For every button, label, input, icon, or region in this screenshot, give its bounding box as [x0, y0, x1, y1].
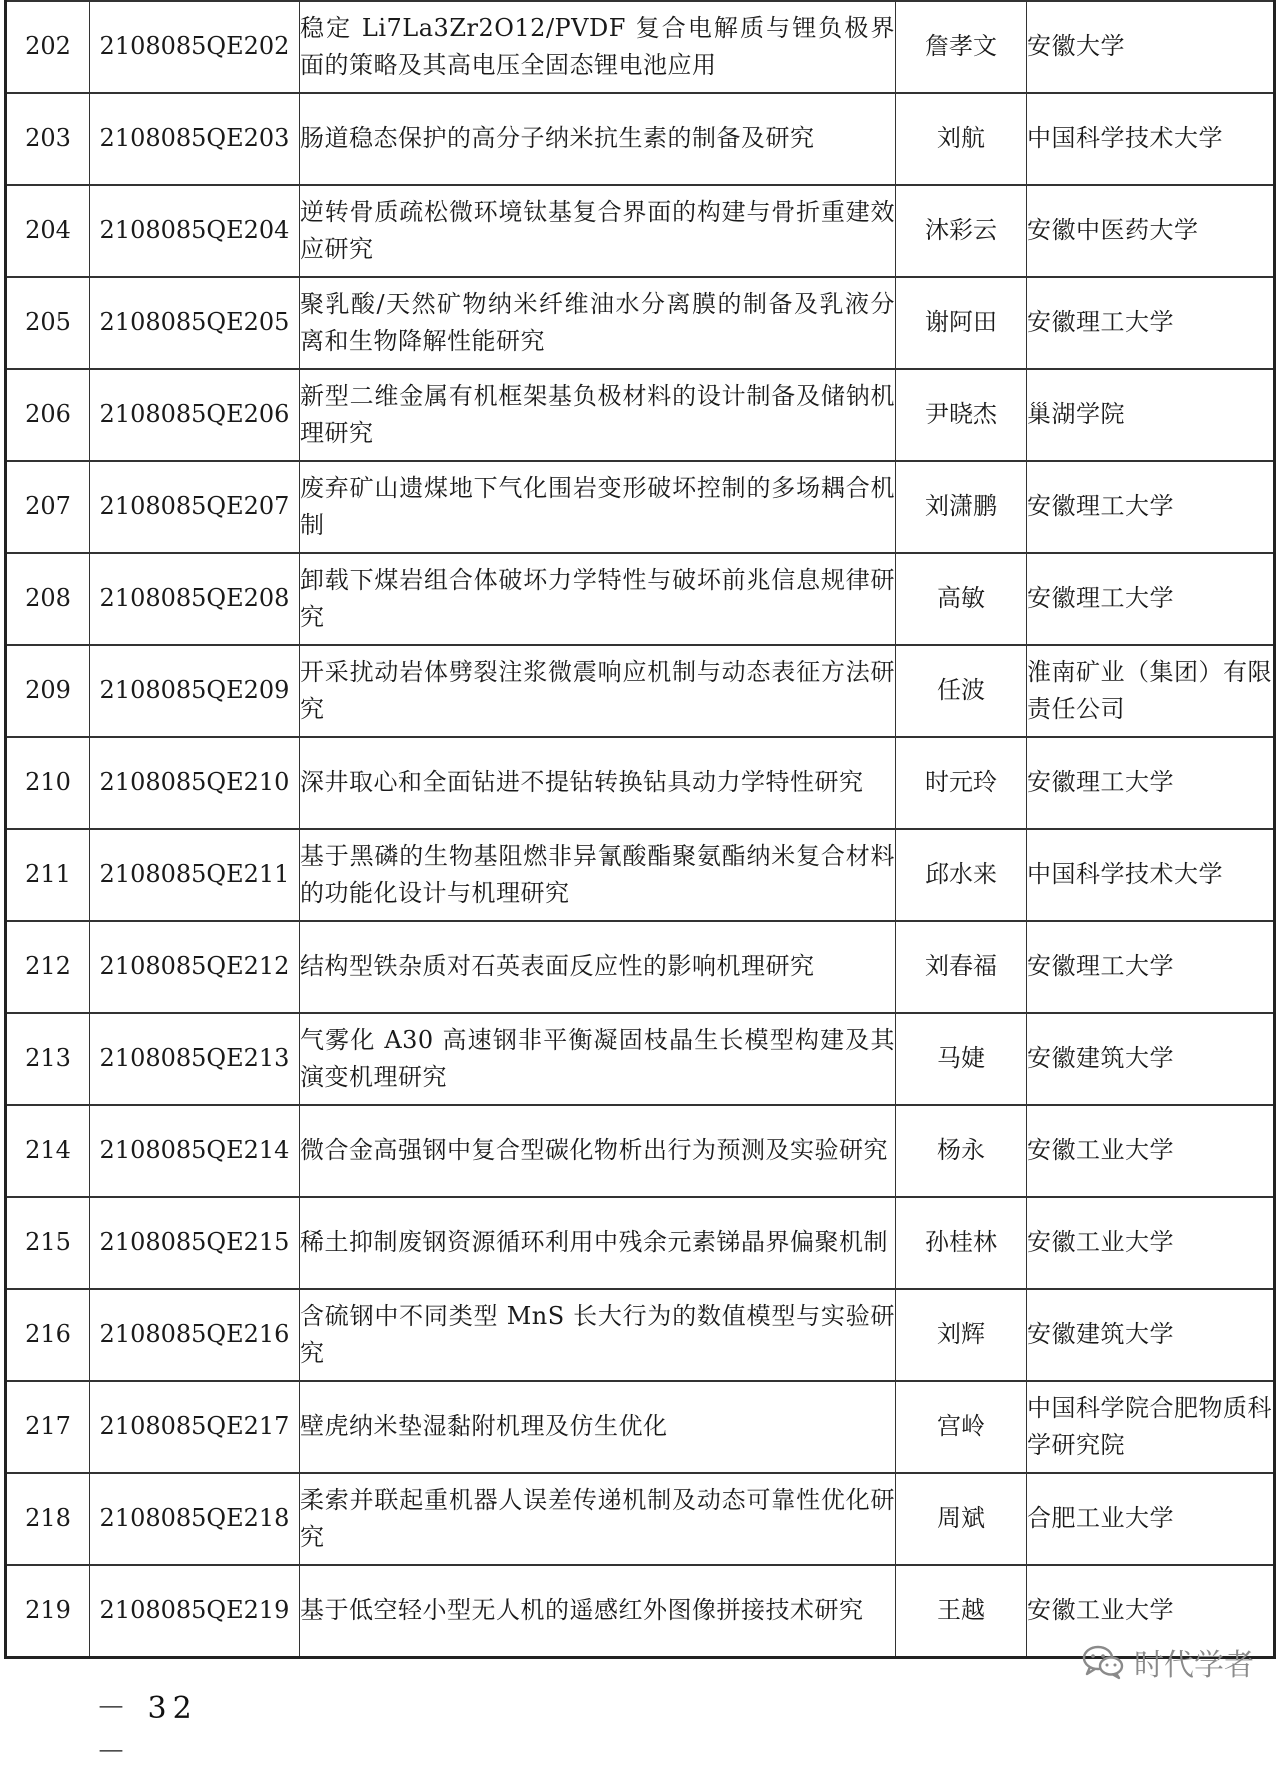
institution: 安徽工业大学 [1027, 1197, 1275, 1289]
project-id: 2108085QE219 [90, 1565, 300, 1658]
table-row [6, 553, 1275, 645]
project-title: 壁虎纳米垫湿黏附机理及仿生优化 [300, 1381, 896, 1473]
project-id: 2108085QE212 [90, 921, 300, 1013]
row-number: 206 [6, 369, 90, 461]
project-title: 含硫钢中不同类型 MnS 长大行为的数值模型与实验研究 [300, 1289, 896, 1381]
project-id: 2108085QE205 [90, 277, 300, 369]
table-row [6, 921, 1275, 1013]
table-row [6, 1289, 1275, 1381]
project-id: 2108085QE215 [90, 1197, 300, 1289]
project-title: 柔索并联起重机器人误差传递机制及动态可靠性优化研究 [300, 1473, 896, 1565]
row-number: 212 [6, 921, 90, 1013]
institution: 安徽工业大学 [1027, 1565, 1275, 1658]
project-title: 废弃矿山遗煤地下气化围岩变形破坏控制的多场耦合机制 [300, 461, 896, 553]
watermark [1082, 1642, 1254, 1682]
project-id: 2108085QE208 [90, 553, 300, 645]
project-id: 2108085QE203 [90, 93, 300, 185]
row-number: 207 [6, 461, 90, 553]
institution: 合肥工业大学 [1027, 1473, 1275, 1565]
project-title: 微合金高强钢中复合型碳化物析出行为预测及实验研究 [300, 1105, 896, 1197]
principal-investigator: 宫岭 [896, 1381, 1027, 1473]
principal-investigator: 任波 [896, 645, 1027, 737]
institution: 安徽工业大学 [1027, 1105, 1275, 1197]
project-id: 2108085QE209 [90, 645, 300, 737]
project-title: 稀土抑制废钢资源循环利用中残余元素锑晶界偏聚机制 [300, 1197, 896, 1289]
wechat-icon [1082, 1644, 1124, 1680]
principal-investigator: 刘潇鹏 [896, 461, 1027, 553]
table-row [6, 1013, 1275, 1105]
institution: 中国科学技术大学 [1027, 829, 1275, 921]
project-title: 基于黑磷的生物基阻燃非异氰酸酯聚氨酯纳米复合材料的功能化设计与机理研究 [300, 829, 896, 921]
project-id: 2108085QE206 [90, 369, 300, 461]
table-row [6, 1105, 1275, 1197]
principal-investigator: 杨永 [896, 1105, 1027, 1197]
row-number: 210 [6, 737, 90, 829]
principal-investigator: 詹孝文 [896, 1, 1027, 93]
row-number: 205 [6, 277, 90, 369]
principal-investigator: 刘航 [896, 93, 1027, 185]
principal-investigator: 谢阿田 [896, 277, 1027, 369]
institution: 安徽理工大学 [1027, 553, 1275, 645]
institution: 巢湖学院 [1027, 369, 1275, 461]
project-id: 2108085QE217 [90, 1381, 300, 1473]
project-id: 2108085QE216 [90, 1289, 300, 1381]
row-number: 218 [6, 1473, 90, 1565]
project-id: 2108085QE202 [90, 1, 300, 93]
principal-investigator: 沐彩云 [896, 185, 1027, 277]
institution: 安徽理工大学 [1027, 737, 1275, 829]
table-row [6, 1, 1275, 93]
project-id: 2108085QE207 [90, 461, 300, 553]
table-row [6, 369, 1275, 461]
institution: 安徽建筑大学 [1027, 1289, 1275, 1381]
principal-investigator: 尹晓杰 [896, 369, 1027, 461]
project-title: 基于低空轻小型无人机的遥感红外图像拼接技术研究 [300, 1565, 896, 1658]
principal-investigator: 刘春福 [896, 921, 1027, 1013]
principal-investigator: 王越 [896, 1565, 1027, 1658]
principal-investigator: 马婕 [896, 1013, 1027, 1105]
table-row [6, 1381, 1275, 1473]
principal-investigator: 孙桂林 [896, 1197, 1027, 1289]
project-title: 结构型铁杂质对石英表面反应性的影响机理研究 [300, 921, 896, 1013]
project-title: 卸载下煤岩组合体破坏力学特性与破坏前兆信息规律研究 [300, 553, 896, 645]
row-number: 208 [6, 553, 90, 645]
project-title: 肠道稳态保护的高分子纳米抗生素的制备及研究 [300, 93, 896, 185]
project-title: 开采扰动岩体劈裂注浆微震响应机制与动态表征方法研究 [300, 645, 896, 737]
row-number: 219 [6, 1565, 90, 1658]
row-number: 211 [6, 829, 90, 921]
row-number: 213 [6, 1013, 90, 1105]
table-row [6, 461, 1275, 553]
page-number: － 32 － [96, 1691, 198, 1770]
institution: 中国科学院合肥物质科学研究院 [1027, 1381, 1275, 1473]
institution: 安徽理工大学 [1027, 921, 1275, 1013]
row-number: 217 [6, 1381, 90, 1473]
table-row [6, 185, 1275, 277]
institution: 安徽理工大学 [1027, 277, 1275, 369]
row-number: 209 [6, 645, 90, 737]
institution: 安徽理工大学 [1027, 461, 1275, 553]
watermark-text: 时代学者 [1134, 1648, 1254, 1683]
principal-investigator: 周斌 [896, 1473, 1027, 1565]
table-row [6, 829, 1275, 921]
table-row [6, 645, 1275, 737]
institution: 安徽建筑大学 [1027, 1013, 1275, 1105]
row-number: 216 [6, 1289, 90, 1381]
project-title: 聚乳酸/天然矿物纳米纤维油水分离膜的制备及乳液分离和生物降解性能研究 [300, 277, 896, 369]
row-number: 214 [6, 1105, 90, 1197]
principal-investigator: 高敏 [896, 553, 1027, 645]
row-number: 202 [6, 1, 90, 93]
row-number: 215 [6, 1197, 90, 1289]
project-title: 新型二维金属有机框架基负极材料的设计制备及储钠机理研究 [300, 369, 896, 461]
row-number: 203 [6, 93, 90, 185]
table-row [6, 93, 1275, 185]
table-row [6, 1473, 1275, 1565]
table-row [6, 277, 1275, 369]
project-title: 气雾化 A30 高速钢非平衡凝固枝晶生长模型构建及其演变机理研究 [300, 1013, 896, 1105]
institution: 中国科学技术大学 [1027, 93, 1275, 185]
project-id: 2108085QE213 [90, 1013, 300, 1105]
principal-investigator: 邱水来 [896, 829, 1027, 921]
project-table [4, 0, 1276, 1659]
project-id: 2108085QE210 [90, 737, 300, 829]
project-id: 2108085QE214 [90, 1105, 300, 1197]
institution: 安徽中医药大学 [1027, 185, 1275, 277]
row-number: 204 [6, 185, 90, 277]
project-title: 稳定 Li7La3Zr2O12/PVDF 复合电解质与锂负极界面的策略及其高电压全固态锂电池应用 [300, 1, 896, 93]
project-title: 逆转骨质疏松微环境钛基复合界面的构建与骨折重建效应研究 [300, 185, 896, 277]
project-title: 深井取心和全面钻进不提钻转换钻具动力学特性研究 [300, 737, 896, 829]
table-row [6, 1197, 1275, 1289]
institution: 安徽大学 [1027, 1, 1275, 93]
principal-investigator: 刘辉 [896, 1289, 1027, 1381]
institution: 淮南矿业（集团）有限责任公司 [1027, 645, 1275, 737]
project-id: 2108085QE211 [90, 829, 300, 921]
project-id: 2108085QE218 [90, 1473, 300, 1565]
principal-investigator: 时元玲 [896, 737, 1027, 829]
table-row [6, 737, 1275, 829]
project-id: 2108085QE204 [90, 185, 300, 277]
